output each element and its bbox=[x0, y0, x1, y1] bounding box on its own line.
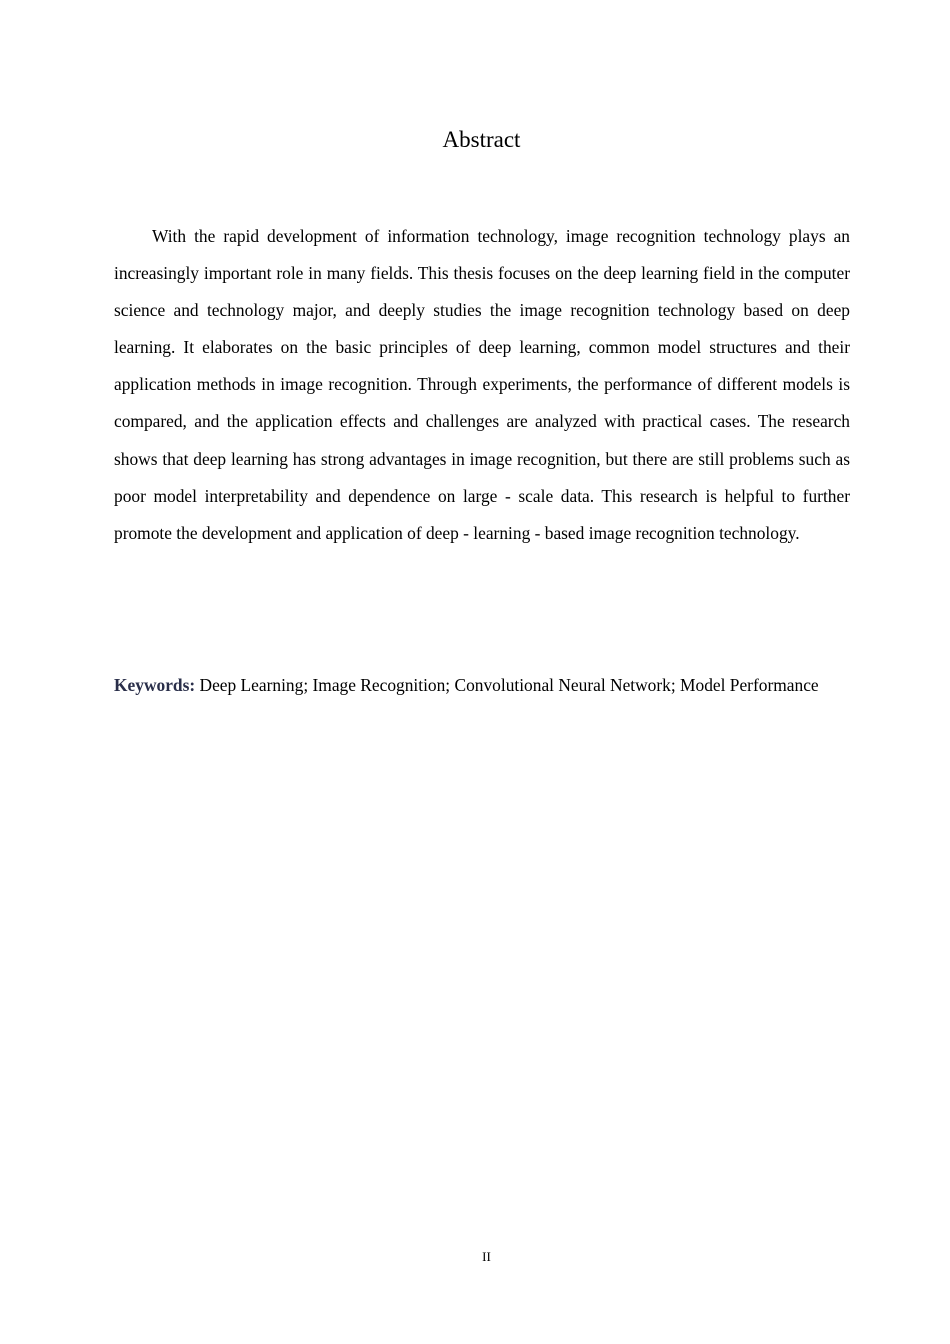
page-title: Abstract bbox=[442, 127, 521, 152]
abstract-paragraph: With the rapid development of information technology, image recognition technology plays an increasingly important role in many fields. This thesis focuses on the deep learning field in the computer science and technology major, and deeply studies the image recognition technology based on deep learning. It elaborates on the basic principles of deep learning, common model structures and their application methods in image recognition. Through experiments, the performance of different models is compared, and the application effects and challenges are analyzed with practical cases. The research shows that deep learning has strong advantages in image recognition, but there are still problems such as poor model interpretability and dependence on large - scale data. This research is helpful to further promote the development and application of deep - learning - based image recognition technology. bbox=[114, 226, 850, 543]
keywords-label: Keywords: bbox=[114, 675, 196, 695]
keywords-line bbox=[114, 668, 850, 703]
keywords-list: Deep Learning; Image Recognition; Convolutional Neural Network; Model Performance bbox=[199, 675, 819, 695]
page-number: II bbox=[482, 1249, 491, 1264]
